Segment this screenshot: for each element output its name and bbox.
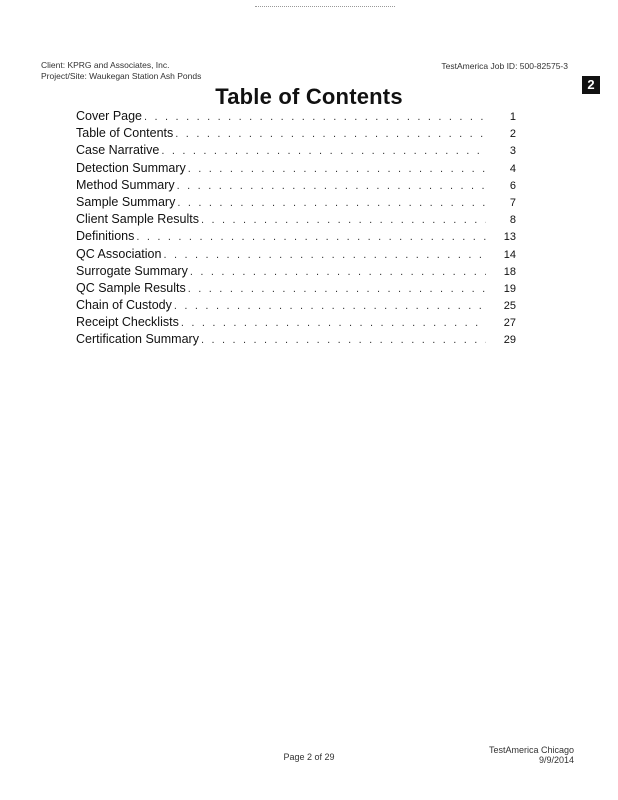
toc-leader-dots bbox=[188, 161, 486, 178]
toc-entry[interactable] bbox=[76, 194, 516, 211]
table-of-contents bbox=[76, 108, 516, 349]
toc-leader-dots bbox=[181, 315, 486, 332]
toc-entry-page: 4 bbox=[509, 162, 516, 175]
toc-entry[interactable] bbox=[76, 263, 516, 280]
toc-leader-dots bbox=[174, 298, 486, 315]
toc-entry-label: QC Association bbox=[76, 246, 162, 261]
toc-entry-label: Cover Page bbox=[76, 109, 143, 123]
toc-entry[interactable] bbox=[76, 297, 516, 314]
toc-entry-page: 27 bbox=[503, 317, 516, 330]
scan-artifact bbox=[255, 6, 395, 8]
toc-entry-page: 14 bbox=[503, 248, 516, 261]
toc-entry-label: Table of Contents bbox=[76, 126, 174, 141]
toc-entry[interactable] bbox=[76, 228, 516, 245]
toc-entry-label: QC Sample Results bbox=[76, 280, 186, 295]
toc-entry[interactable] bbox=[76, 211, 516, 228]
toc-leader-dots bbox=[144, 109, 486, 126]
toc-leader-dots bbox=[161, 143, 486, 160]
toc-entry-label: Client Sample Results bbox=[76, 212, 199, 227]
toc-entry-page: 3 bbox=[509, 145, 516, 158]
toc-entry-page: 18 bbox=[503, 265, 516, 278]
section-tab-badge: 2 bbox=[582, 76, 600, 94]
toc-entry-page: 25 bbox=[503, 300, 516, 313]
toc-leader-dots bbox=[177, 195, 486, 212]
lab-name: TestAmerica Chicago bbox=[488, 745, 574, 755]
toc-entry-label: Case Narrative bbox=[76, 143, 160, 158]
toc-entry-label: Chain of Custody bbox=[76, 298, 172, 313]
toc-entry-page: 13 bbox=[503, 231, 516, 244]
toc-entry-page: 2 bbox=[509, 128, 516, 141]
toc-leader-dots bbox=[201, 212, 486, 229]
toc-entry[interactable] bbox=[76, 142, 516, 159]
toc-entry-page: 19 bbox=[503, 282, 516, 295]
toc-leader-dots bbox=[201, 332, 486, 349]
toc-entry-label: Certification Summary bbox=[76, 332, 199, 347]
toc-leader-dots bbox=[188, 281, 486, 298]
toc-entry-page: 6 bbox=[509, 179, 516, 192]
toc-entry[interactable] bbox=[76, 314, 516, 331]
toc-entry-page: 29 bbox=[503, 334, 516, 347]
toc-leader-dots bbox=[190, 264, 486, 281]
toc-entry[interactable] bbox=[76, 177, 516, 194]
page-title: Table of Contents bbox=[215, 84, 403, 109]
toc-leader-dots bbox=[177, 178, 486, 195]
project-site: Project/Site: Waukegan Station Ash Ponds bbox=[41, 70, 202, 81]
report-date: 9/9/2014 bbox=[538, 755, 574, 765]
toc-entry-page: 1 bbox=[509, 111, 516, 123]
toc-entry[interactable] bbox=[76, 108, 516, 125]
toc-entry-page: 7 bbox=[509, 196, 516, 209]
toc-entry-label: Surrogate Summary bbox=[76, 263, 188, 278]
toc-leader-dots bbox=[163, 247, 486, 264]
toc-entry[interactable] bbox=[76, 125, 516, 142]
toc-entry-label: Detection Summary bbox=[76, 160, 186, 175]
toc-entry-label: Sample Summary bbox=[76, 194, 176, 209]
toc-entry-label: Definitions bbox=[76, 229, 135, 244]
toc-entry[interactable] bbox=[76, 331, 516, 348]
page-number: Page 2 of 29 bbox=[283, 752, 335, 762]
footer-lab-block bbox=[489, 745, 574, 765]
job-id: TestAmerica Job ID: 500-82575-3 bbox=[441, 61, 568, 71]
toc-entry[interactable] bbox=[76, 246, 516, 263]
client-name: Client: KPRG and Associates, Inc. bbox=[41, 60, 170, 70]
toc-entry-page: 8 bbox=[509, 214, 516, 227]
toc-entry-label: Method Summary bbox=[76, 177, 175, 192]
header-client-block bbox=[41, 60, 201, 81]
toc-leader-dots bbox=[136, 229, 486, 246]
toc-leader-dots bbox=[175, 126, 486, 143]
toc-entry[interactable] bbox=[76, 160, 516, 177]
toc-entry[interactable] bbox=[76, 280, 516, 297]
toc-entry-label: Receipt Checklists bbox=[76, 315, 179, 330]
